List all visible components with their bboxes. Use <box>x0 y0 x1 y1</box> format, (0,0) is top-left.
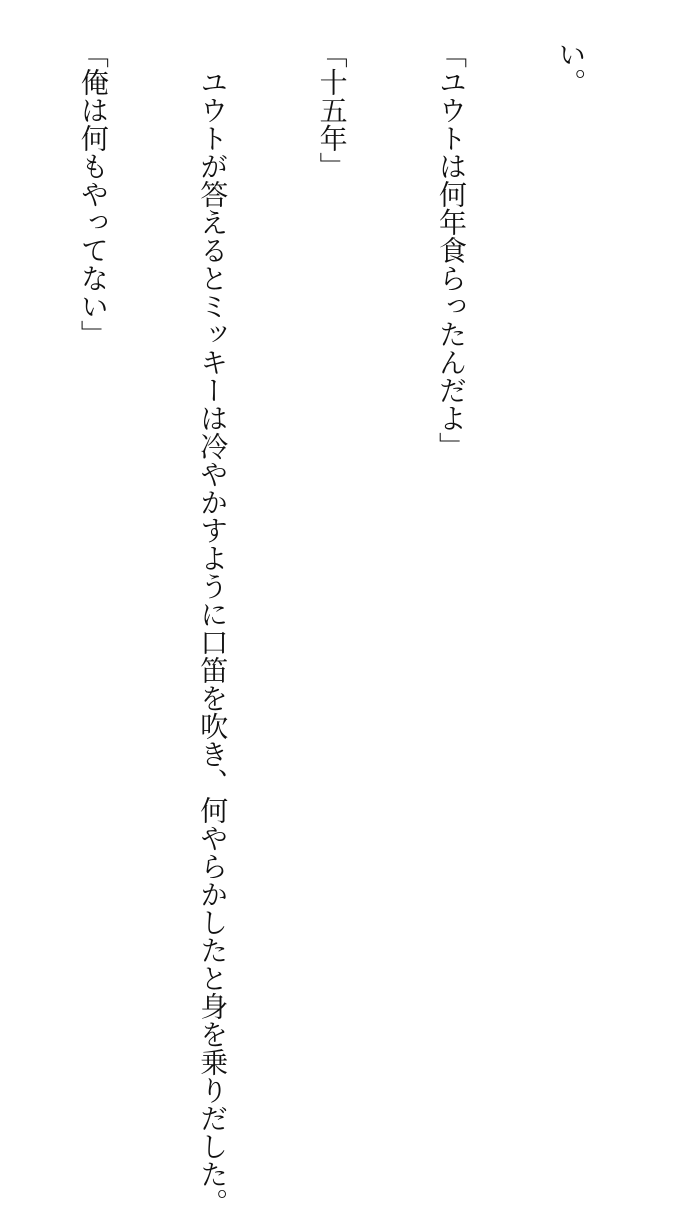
vertical-text-body <box>0 40 670 1216</box>
text-line: 「十五年」 <box>315 40 349 180</box>
text-line: ユウトが答えるとミッキーは冷やかすように口笛を吹き、何やらかしたと身を乗りだした。 <box>196 40 230 1216</box>
text-line: い。 <box>554 40 588 96</box>
text-line: 「ユウトは何年食らったんだよ」 <box>435 40 469 460</box>
text-line: 「俺は何もやってない」 <box>76 40 110 348</box>
